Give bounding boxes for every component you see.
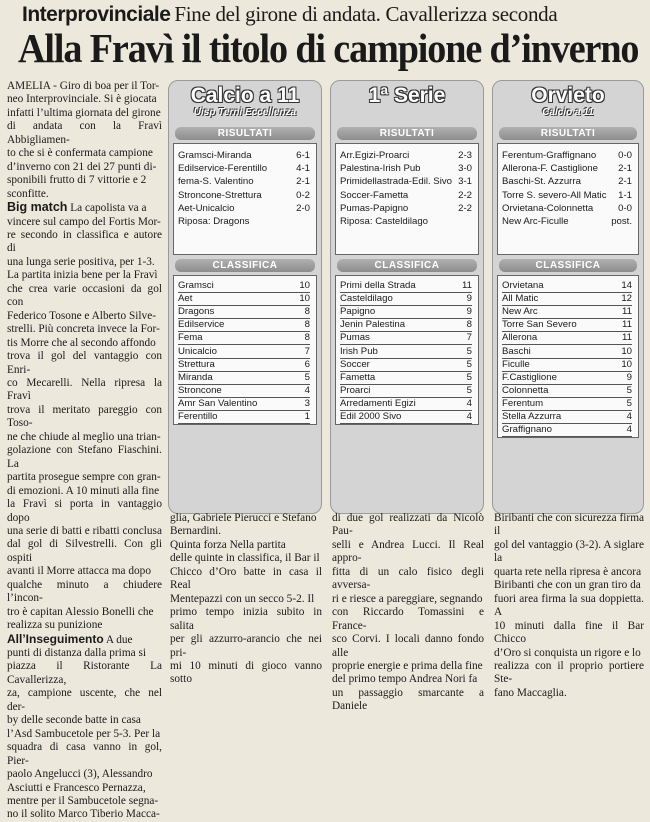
- result-row: [502, 190, 632, 202]
- standings-panel: [168, 80, 322, 514]
- team-name: Fema: [178, 332, 203, 344]
- team-name: All Matic: [502, 293, 539, 305]
- text-line: vincere sul campo del Fortis Mor-: [7, 215, 161, 228]
- standings-row: [178, 319, 310, 332]
- text-line: gol del vantaggio (3-2). A siglare la: [494, 538, 644, 565]
- panel-subtitle: Uisp Terni Eccellenza: [193, 107, 297, 118]
- standings-row: [502, 424, 632, 437]
- text-line: che crea varie occasioni da gol con: [7, 282, 162, 309]
- result-match: Orvietana-Colonnetta: [502, 202, 594, 214]
- result-match: Soccer-Fametta: [340, 189, 409, 201]
- result-score: 2-2: [458, 202, 472, 214]
- standings-row: [178, 398, 310, 411]
- team-name: Proarci: [340, 384, 371, 396]
- text-line: glia, Gabriele Pierucci e Stefano: [170, 512, 317, 524]
- team-points: 9: [466, 293, 472, 305]
- text-line: d’inverno con 21 dei 27 punti di-: [7, 160, 157, 173]
- standings-row: [502, 372, 632, 385]
- standings-box: [173, 275, 317, 425]
- results-bar: RISULTATI: [337, 127, 477, 140]
- standings-row: [178, 359, 310, 372]
- standings-row: [178, 332, 310, 345]
- text-line: la Fravì si porta in vantaggio dopo: [7, 498, 162, 524]
- result-row: [340, 216, 472, 228]
- text-line: fuori area firma la sua doppietta. A: [494, 592, 644, 619]
- team-name: Edil 2000 Sivo: [340, 411, 402, 422]
- team-points: 4: [466, 411, 472, 422]
- team-name: Jenin Palestina: [340, 319, 406, 331]
- team-points: 9: [626, 371, 632, 383]
- team-name: Torre San Severo: [502, 319, 577, 331]
- panel-title: [493, 85, 643, 118]
- result-score: 2-1: [296, 176, 310, 188]
- standings-row: [340, 359, 472, 372]
- result-score: 2-0: [296, 202, 310, 214]
- team-name: Baschi: [502, 345, 531, 357]
- team-points: 10: [621, 358, 632, 370]
- result-row: [502, 163, 632, 175]
- results-bar: RISULTATI: [175, 127, 315, 140]
- team-name: Amr San Valentino: [178, 397, 258, 409]
- team-name: Orvietana: [502, 280, 544, 291]
- result-score: 3-1: [458, 176, 472, 188]
- text-line: trova il gol del vantaggio con Enri-: [7, 350, 162, 376]
- text-line: un passaggio smarcante a Daniele: [332, 686, 484, 713]
- text-line: di andata con la Fravì Abbigliamen-: [7, 120, 162, 146]
- standings-row: [178, 372, 310, 385]
- standings-panel: [492, 80, 644, 514]
- result-match: Stroncone-Strettura: [178, 189, 262, 201]
- standings-bar: CLASSIFICA: [499, 259, 637, 272]
- standings-row: [502, 293, 632, 306]
- standings-row: [340, 372, 472, 385]
- section-label: Interprovinciale: [22, 3, 171, 26]
- text-line: Asciutti e Francesco Pernazza,: [7, 781, 146, 794]
- text-line: za, campione uscente, che nel der-: [7, 687, 162, 713]
- team-name: Ferentum: [502, 397, 544, 409]
- team-name: Aet: [178, 293, 193, 305]
- text-line: infatti l’ultima giornata del girone: [7, 106, 161, 119]
- text-line: tis Morre che al secondo affondo: [7, 336, 156, 349]
- standings-row: [502, 385, 632, 398]
- team-points: 7: [304, 345, 310, 357]
- text-line: by delle seconde batte in casa: [7, 714, 141, 727]
- text-line: golazione con Stefano Fiaschini. La: [7, 444, 162, 470]
- team-points: 1: [304, 411, 310, 422]
- text-line: delle quinte in classifica, il Bar il: [170, 552, 320, 565]
- text-line: piazza il Ristorante La Cavallerizza,: [7, 660, 162, 686]
- result-match: New Arc-Ficulle: [502, 216, 569, 227]
- result-match: Edilservice-Ferentillo: [178, 163, 268, 175]
- team-points: 11: [622, 332, 632, 344]
- result-row: [340, 150, 472, 162]
- text-line: di emozioni. A 10 minuti alla fine: [7, 484, 160, 497]
- text-line: sco Corvi. I locali danno fondo alle: [332, 633, 484, 659]
- team-points: 4: [626, 424, 632, 436]
- standings-row: [178, 411, 310, 424]
- team-points: 10: [621, 345, 632, 357]
- team-points: 7: [466, 332, 472, 344]
- text-run: Nella partita: [226, 538, 286, 551]
- team-points: 5: [626, 384, 632, 396]
- result-row: [178, 216, 310, 228]
- result-match: Palestina-Irish Pub: [340, 163, 421, 175]
- result-match: Pumas-Papigno: [340, 202, 409, 214]
- text-line: La partita inizia bene per la Fravì: [7, 269, 158, 282]
- text-line: mentre per il Sambucetole segna-: [7, 795, 159, 808]
- text-line: Bernardini.: [170, 525, 222, 538]
- team-name: Papigno: [340, 306, 376, 318]
- team-points: 3: [304, 397, 310, 409]
- result-score: 0-0: [618, 150, 632, 161]
- result-match: Allerona-F. Castiglione: [502, 163, 598, 175]
- text-line: fano Maccaglia.: [494, 686, 567, 699]
- team-name: Fametta: [340, 371, 376, 383]
- result-row: [178, 203, 310, 215]
- result-score: 6-1: [296, 150, 310, 161]
- lead-quinta-forza: Quinta forza: [170, 538, 227, 551]
- team-points: 11: [622, 306, 632, 318]
- team-name: Allerona: [502, 332, 538, 344]
- standings-row: [340, 332, 472, 345]
- result-score: 2-2: [458, 189, 472, 201]
- team-points: 8: [304, 332, 310, 344]
- result-match: Aet-Unicalcio: [178, 202, 235, 214]
- standings-row: [340, 398, 472, 411]
- panel-title-main: Calcio a 11: [190, 84, 300, 107]
- text-line: realizza con il proprio portiere Ste-: [494, 659, 644, 686]
- text-line: strelli. Più concreta invece la For-: [7, 323, 160, 336]
- result-row: [502, 216, 632, 228]
- standings-row: [340, 346, 472, 359]
- result-match: Torre S. severo-All Matic: [502, 189, 607, 201]
- standings-row: [502, 359, 632, 372]
- result-row: [340, 190, 472, 202]
- text-line: no il solito Marco Tiberio Macca-: [7, 808, 160, 821]
- result-score: 2-1: [618, 176, 632, 188]
- result-row: [178, 163, 310, 175]
- result-score: 3-0: [458, 163, 472, 175]
- text-line: Mentepazzi con un secco 5-2. Il: [170, 592, 315, 605]
- text-line: sconfitte.: [7, 187, 49, 200]
- text-line: qualche minuto a chiudere l’incon-: [7, 578, 162, 605]
- text-line: Chicco d’Oro batte in casa il Real: [170, 565, 322, 592]
- headline: Alla Fravì il titolo di campione d’inverno: [18, 25, 639, 71]
- standings-row: [502, 319, 632, 332]
- team-name: Dragons: [178, 306, 215, 318]
- team-points: 4: [626, 411, 632, 422]
- result-match: Riposa: Dragons: [178, 216, 250, 227]
- team-points: 12: [621, 293, 632, 305]
- standings-row: [340, 385, 472, 398]
- text-line: co Mecarelli. Nella ripresa la Fravì: [7, 376, 162, 403]
- team-points: 14: [621, 280, 632, 291]
- standings-row: [340, 306, 472, 319]
- text-line: una serie di batti e ribatti conclusa: [7, 524, 162, 537]
- text-line: mi 10 minuti di gioco vanno sotto: [170, 659, 322, 686]
- team-name: Soccer: [340, 358, 370, 370]
- team-name: Ficulle: [502, 358, 530, 370]
- team-points: 5: [466, 371, 472, 383]
- result-row: [340, 203, 472, 215]
- result-match: Arr.Egizi-Proarci: [340, 150, 410, 161]
- panel-title-main: Orvieto: [531, 84, 605, 107]
- lead-inseguimento: All’Inseguimento: [7, 631, 104, 646]
- results-bar: RISULTATI: [499, 127, 637, 140]
- standings-row: [178, 306, 310, 319]
- text-line: 10 minuti dalla fine il Bar Chicco: [494, 619, 644, 646]
- team-points: 8: [304, 319, 310, 331]
- lead-big-match: Big match: [7, 200, 68, 215]
- team-points: 4: [304, 384, 310, 396]
- results-box: [497, 143, 639, 255]
- text-line: fitta di un calo fisico degli avversa-: [332, 565, 484, 592]
- text-line: primo tempo inizia subito in salita: [170, 606, 322, 632]
- team-name: New Arc: [502, 306, 538, 318]
- text-line: ri e riesce a pareggiare, segnando: [332, 592, 483, 605]
- team-points: 5: [304, 371, 310, 383]
- standings-row: [178, 280, 310, 293]
- team-name: Strettura: [178, 358, 215, 370]
- team-name: Colonnetta: [502, 384, 549, 396]
- standings-row: [340, 280, 472, 293]
- team-name: F.Castiglione: [502, 371, 557, 383]
- article-left-column: [7, 80, 162, 822]
- result-score: 0-2: [296, 189, 310, 201]
- text-line: AMELIA - Giro di boa per il Tor-: [7, 80, 160, 92]
- standings-bar: CLASSIFICA: [337, 259, 477, 272]
- text-line: una lunga serie positiva, per 1-3.: [7, 255, 155, 268]
- text-line: d’Oro si conquista un rigore e lo: [494, 646, 641, 659]
- team-points: 8: [304, 306, 310, 318]
- text-line: quarta rete nella ripresa è ancora: [494, 565, 642, 578]
- text-line: trova il meritato pareggio con Toso-: [7, 403, 162, 430]
- result-score: 1-1: [618, 189, 632, 201]
- text-line: selli e Andrea Lucci. Il Real appro-: [332, 538, 484, 565]
- result-row: [340, 176, 472, 188]
- text-line: tro è capitan Alessio Bonelli che: [7, 605, 154, 618]
- text-line: con Riccardo Tomassini e France-: [332, 606, 484, 632]
- result-row: [502, 150, 632, 162]
- text-run: La capolista va a: [67, 202, 147, 215]
- text-line: dal gol di Silvestrelli. Con gli ospiti: [7, 538, 162, 564]
- team-points: 4: [466, 397, 472, 409]
- result-score: 4-1: [296, 163, 310, 175]
- results-box: [335, 143, 479, 255]
- result-match: Riposa: Casteldilago: [340, 216, 428, 227]
- standings-box: [335, 275, 479, 425]
- team-name: Pumas: [340, 332, 370, 344]
- result-row: [502, 176, 632, 188]
- standings-box: [497, 275, 639, 438]
- text-line: l’Asd Sambucetole per 5-3. Per la: [7, 727, 161, 740]
- team-points: 11: [462, 280, 472, 291]
- panel-title: [169, 85, 321, 118]
- text-line: paolo Angelucci (3), Alessandro: [7, 768, 153, 781]
- text-line: del primo tempo Andrea Nori fa: [332, 673, 478, 686]
- result-score: 2-3: [458, 150, 472, 161]
- standings-row: [502, 306, 632, 319]
- text-run: A due: [103, 633, 133, 646]
- panel-title-main: 1ª Serie: [368, 84, 446, 107]
- team-name: Irish Pub: [340, 345, 378, 357]
- team-points: 11: [622, 319, 632, 331]
- article-column-4: [494, 512, 644, 700]
- team-name: Edilservice: [178, 319, 225, 331]
- standings-row: [502, 332, 632, 345]
- text-line: Federico Tosone e Alberto Silve-: [7, 309, 156, 322]
- text-line: Biribanti che con un gran tiro da: [494, 579, 641, 592]
- result-match: Primidellastrada-Edil. Sivo: [340, 176, 452, 188]
- result-match: fema-S. Valentino: [178, 176, 254, 188]
- team-points: 5: [466, 384, 472, 396]
- team-points: 10: [299, 280, 310, 291]
- kicker: [22, 2, 642, 26]
- team-name: Stroncone: [178, 384, 222, 396]
- text-line: sponibili frutto di 7 vittorie e 2: [7, 174, 147, 187]
- team-points: 5: [466, 345, 472, 357]
- result-row: [502, 203, 632, 215]
- standings-row: [340, 319, 472, 332]
- panel-title: [331, 85, 483, 107]
- result-row: [178, 190, 310, 202]
- text-line: partita prosegue sempre con gran-: [7, 471, 161, 484]
- team-points: 5: [466, 358, 472, 370]
- panel-subtitle: Calcio a 11: [542, 107, 594, 118]
- team-points: 8: [466, 319, 472, 331]
- team-points: 6: [304, 358, 310, 370]
- result-row: [178, 176, 310, 188]
- team-name: Gramsci: [178, 280, 214, 291]
- team-name: Ferentillo: [178, 411, 218, 422]
- standings-row: [340, 411, 472, 424]
- standings-row: [502, 411, 632, 424]
- result-score: 0-0: [618, 202, 632, 214]
- team-name: Arredamenti Egizi: [340, 397, 416, 409]
- text-line: re secondo in classifica e autore di: [7, 228, 162, 255]
- standings-panel: [330, 80, 484, 514]
- text-line: punti di distanza dalla prima si: [7, 647, 146, 660]
- standings-row: [502, 280, 632, 293]
- text-line: avanti il Morre attacca ma dopo: [7, 565, 151, 578]
- team-name: Casteldilago: [340, 293, 393, 305]
- team-name: Miranda: [178, 371, 213, 383]
- text-line: proprie energie e prima della fine: [332, 659, 483, 672]
- team-points: 10: [299, 293, 310, 305]
- standings-row: [178, 293, 310, 306]
- text-line: squadra di casa vanno in gol, Pier-: [7, 741, 162, 767]
- team-name: Unicalcio: [178, 345, 217, 357]
- results-box: [173, 143, 317, 255]
- team-name: Stella Azzurra: [502, 411, 562, 422]
- standings-row: [178, 385, 310, 398]
- result-row: [340, 163, 472, 175]
- team-name: Graffignano: [502, 424, 552, 436]
- standings-row: [502, 346, 632, 359]
- result-match: Ferentum-Graffignano: [502, 150, 597, 161]
- result-row: [178, 150, 310, 162]
- result-match: Baschi-St. Azzurra: [502, 176, 581, 188]
- article-column-3: [332, 512, 484, 714]
- text-line: realizza su punizione: [7, 619, 103, 632]
- kicker-text: Fine del girone di andata. Cavallerizza seconda: [174, 2, 558, 26]
- text-line: di due gol realizzati da Nicolò Pau-: [332, 512, 484, 538]
- text-line: to che si è confermata campione: [7, 147, 153, 160]
- article-column-2: [170, 512, 322, 687]
- result-match: Gramsci-Miranda: [178, 150, 252, 161]
- standings-row: [178, 346, 310, 359]
- result-score: 2-1: [618, 163, 632, 175]
- team-name: Primi della Strada: [340, 280, 416, 291]
- team-points: 9: [466, 306, 472, 318]
- text-line: per gli azzurro-arancio che nei pri-: [170, 633, 322, 659]
- text-line: neo Interprovinciale. Si è giocata: [7, 93, 157, 106]
- text-line: ne che chiude al meglio una trian-: [7, 430, 161, 443]
- text-line: Biribanti che con sicurezza firma il: [494, 512, 644, 538]
- team-points: 5: [626, 397, 632, 409]
- result-score: post.: [611, 216, 632, 227]
- standings-bar: CLASSIFICA: [175, 259, 315, 272]
- standings-row: [502, 398, 632, 411]
- standings-row: [340, 293, 472, 306]
